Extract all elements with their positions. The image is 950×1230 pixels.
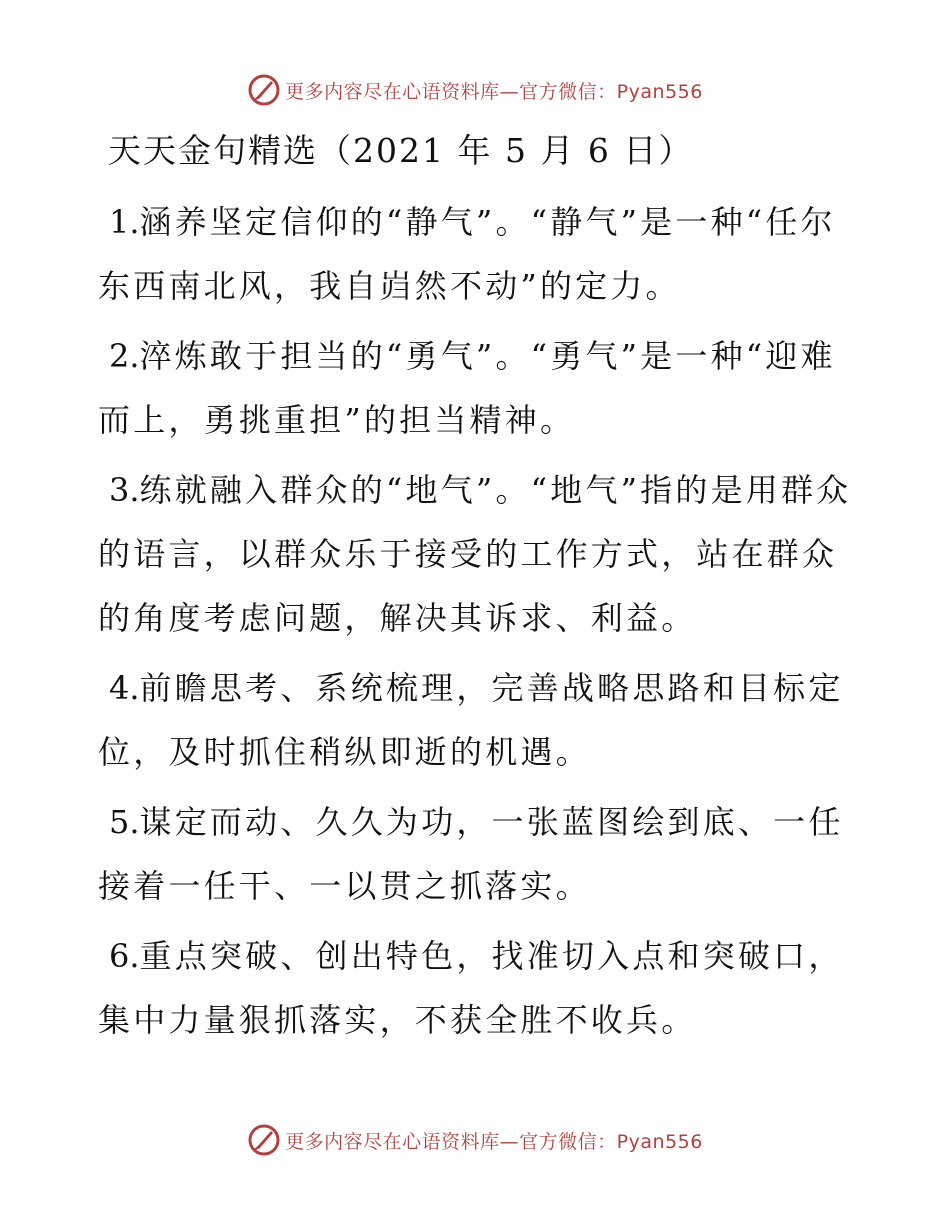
quote-text: 淬炼敢于担当的“勇气”。“勇气”是一种“迎难而上，勇挑重担”的担当精神。 bbox=[98, 337, 836, 439]
header-banner-text bbox=[285, 77, 703, 104]
header-banner-contact: 官方微信：Pyan556 bbox=[519, 80, 703, 103]
quote-number: 2. bbox=[109, 337, 140, 375]
quote-text: 涵养坚定信仰的“静气”。“静气”是一种“任尔东西南北风，我自岿然不动”的定力。 bbox=[98, 203, 836, 305]
quote-number: 6. bbox=[109, 937, 140, 975]
quote-item-6 bbox=[98, 924, 858, 1052]
quote-number: 1. bbox=[109, 203, 140, 241]
footer-banner-brand: 更多内容尽在心语资料库 bbox=[285, 1130, 500, 1153]
quill-pen-icon bbox=[247, 1123, 281, 1157]
header-banner[interactable] bbox=[0, 70, 950, 110]
quote-number: 5. bbox=[109, 803, 140, 841]
quote-item-3 bbox=[98, 458, 858, 650]
footer-banner[interactable] bbox=[0, 1120, 950, 1160]
quote-text: 前瞻思考、系统梳理，完善战略思路和目标定位，及时抓住稍纵即逝的机遇。 bbox=[98, 669, 844, 771]
quote-item-2 bbox=[98, 324, 858, 452]
header-banner-brand: 更多内容尽在心语资料库 bbox=[285, 80, 500, 103]
footer-banner-text bbox=[285, 1127, 703, 1154]
quote-item-4 bbox=[98, 656, 858, 784]
header-banner-separator: — bbox=[499, 80, 520, 103]
quote-item-5 bbox=[98, 790, 858, 918]
quote-text: 谋定而动、久久为功，一张蓝图绘到底、一任接着一任干、一以贯之抓落实。 bbox=[98, 803, 844, 905]
document-title: 天天金句精选（2021 年 5 月 6 日） bbox=[108, 131, 694, 170]
quote-text: 练就融入群众的“地气”。“地气”指的是用群众的语言，以群众乐于接受的工作方式，站在群众的角度考虑问题，解决其诉求、利益。 bbox=[98, 471, 852, 637]
quote-number: 3. bbox=[109, 471, 140, 509]
quote-item-1 bbox=[98, 190, 858, 318]
quote-text: 重点突破、创出特色，找准切入点和突破口，集中力量狠抓落实，不获全胜不收兵。 bbox=[98, 937, 844, 1039]
quill-pen-icon bbox=[247, 73, 281, 107]
quote-list bbox=[98, 190, 858, 1058]
footer-banner-separator: — bbox=[499, 1130, 520, 1153]
footer-banner-contact: 官方微信：Pyan556 bbox=[519, 1130, 703, 1153]
quote-number: 4. bbox=[109, 669, 140, 707]
